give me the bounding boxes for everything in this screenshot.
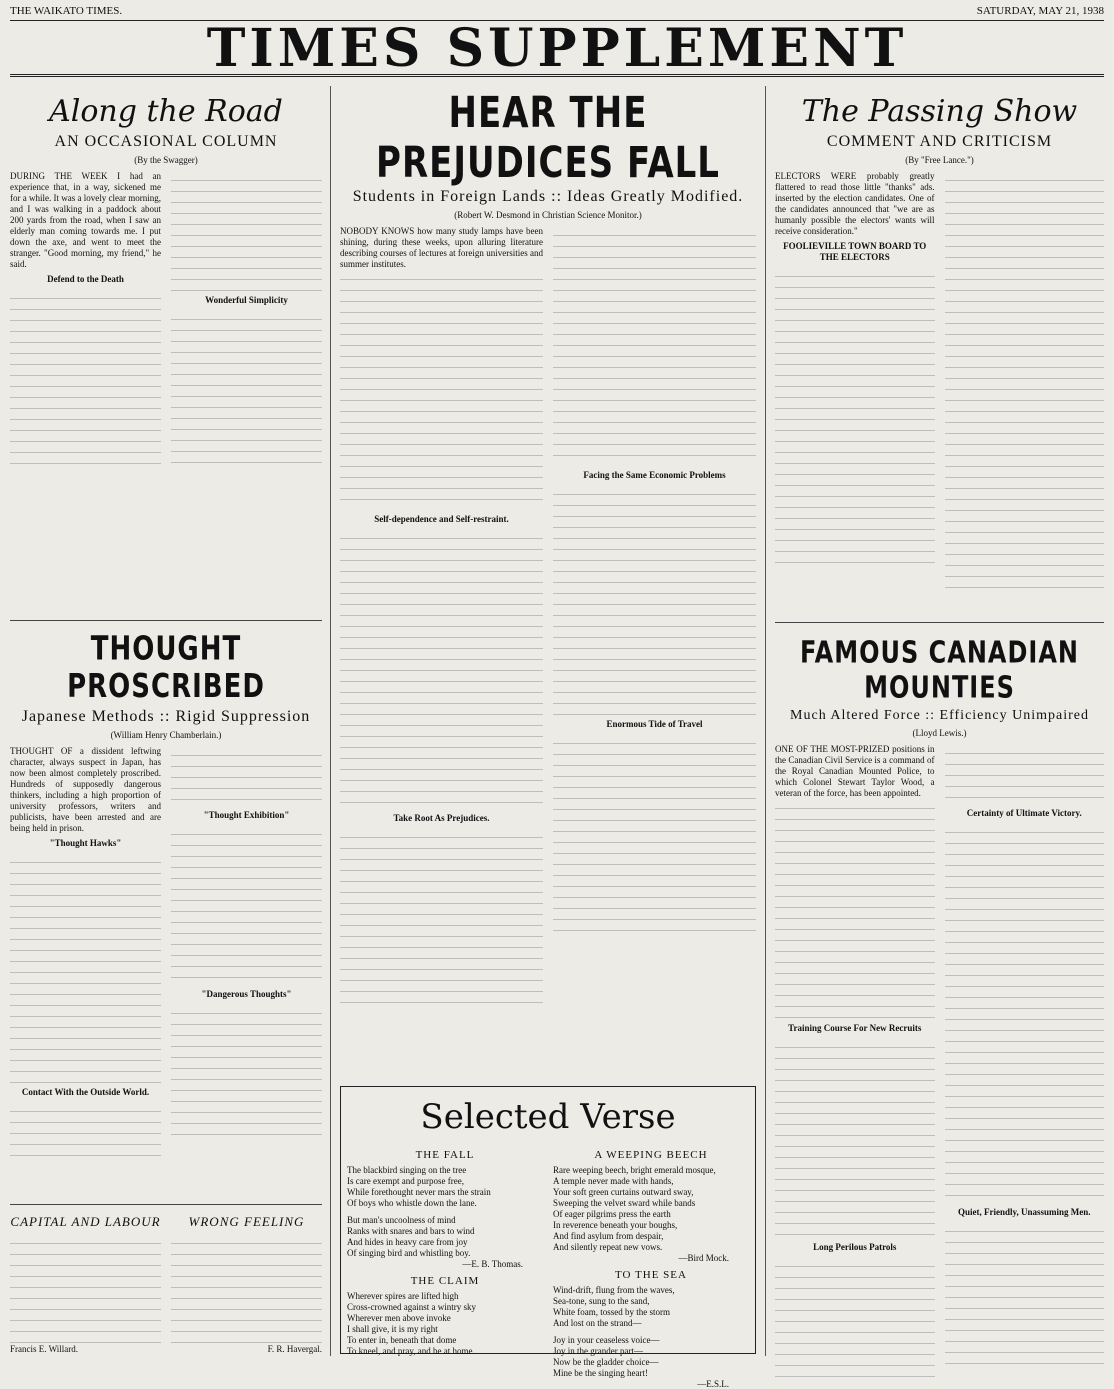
subhead: Defend to the Death xyxy=(47,274,124,284)
body-text-placeholder xyxy=(10,1102,161,1162)
middle-column xyxy=(340,86,756,1389)
article-body-continued xyxy=(945,171,1105,591)
article-body xyxy=(10,746,161,1162)
poem-line: And hides in heavy care from joy xyxy=(347,1237,468,1247)
mounties-article xyxy=(775,630,1104,1377)
verse-left xyxy=(347,1143,543,1389)
subhead: Enormous Tide of Travel xyxy=(606,719,703,729)
body-text-placeholder xyxy=(945,171,1105,591)
poem-author: —E.S.L. xyxy=(697,1379,729,1389)
article-subtitle: AN OCCASIONAL COLUMN xyxy=(54,133,278,150)
body-text-placeholder xyxy=(945,1222,1105,1372)
article-title: FAMOUS CANADIAN MOUNTIES xyxy=(800,635,1079,705)
thought-proscribed-article xyxy=(10,626,322,1162)
body-text-placeholder xyxy=(171,1004,322,1144)
short-pieces xyxy=(10,1208,322,1355)
byline: (William Henry Chamberlain.) xyxy=(110,730,222,740)
poem-line: But man's uncoolness of mind xyxy=(347,1215,456,1225)
lead-paragraph: ELECTORS WERE probably greatly flattered to read those little "thanks" ads. inserted by the election candidates. One of the candidates announced that "we are as humanly possible the electors' wants will receive consideration." xyxy=(775,171,935,236)
poem-title: THE CLAIM xyxy=(410,1275,480,1287)
body-text-placeholder xyxy=(10,289,161,469)
body-text-placeholder xyxy=(553,734,756,934)
body-text-placeholder xyxy=(945,744,1105,804)
article-body xyxy=(340,226,543,1008)
article-body xyxy=(10,171,161,470)
column-rule xyxy=(330,86,331,1356)
poem-line: White foam, tossed by the storm xyxy=(553,1307,670,1317)
piece-author: F. R. Havergal. xyxy=(267,1344,322,1354)
piece-title: WRONG FEELING xyxy=(188,1214,305,1229)
section-rule xyxy=(10,620,322,621)
poem-author: —E. B. Thomas. xyxy=(462,1259,523,1269)
poem-title: THE FALL xyxy=(415,1149,475,1161)
masthead xyxy=(10,17,1104,79)
poem-line: And silently repeat new vows. xyxy=(553,1242,663,1252)
subhead: FOOLIEVILLE TOWN BOARD TO THE ELECTORS xyxy=(783,241,927,262)
subhead: "Thought Hawks" xyxy=(49,838,122,848)
poem-line: Wherever spires are lifted high xyxy=(347,1291,459,1301)
poem-the-claim xyxy=(347,1291,543,1357)
body-text-placeholder xyxy=(10,853,161,1083)
lead-paragraph: DURING THE WEEK I had an experience that, in a way, sickened me for a while. It was a lovely clear morning, and I was walking in a paddock about 200 yards from the road, when I saw an elderly man coming towards me. I put down the axe, and went to meet the stranger. "Good morning, my friend," he said. xyxy=(10,171,161,269)
body-text-placeholder xyxy=(775,1257,935,1377)
piece-title: CAPITAL AND LABOUR xyxy=(10,1214,161,1229)
body-text-placeholder xyxy=(171,1234,322,1344)
lead-paragraph: ONE OF THE MOST-PRIZED positions in the Canadian Civil Service is a command of the Royal Canadian Mounted Police, to which Colonel Stewart Taylor Wood, a veteran of the force, has been appointed. xyxy=(775,744,935,798)
passing-show-article xyxy=(775,94,1104,591)
article-body-continued xyxy=(945,744,1105,1377)
poem-line: To enter in, beneath that dome xyxy=(347,1335,457,1345)
selected-verse-box xyxy=(340,1086,756,1389)
subhead: Wonderful Simplicity xyxy=(205,295,288,305)
subhead: Certainty of Ultimate Victory. xyxy=(966,808,1082,818)
poem-line: Cross-crowned against a wintry sky xyxy=(347,1302,476,1312)
subhead: Facing the Same Economic Problems xyxy=(583,470,726,480)
body-text-placeholder xyxy=(171,171,322,291)
poem-line: Of boys who whistle down the lane. xyxy=(347,1198,477,1208)
byline: (By the Swagger) xyxy=(134,155,198,165)
poem-line: Wherever men above invoke xyxy=(347,1313,451,1323)
byline: (Robert W. Desmond in Christian Science Monitor.) xyxy=(454,210,642,220)
poem-line: Rare weeping beech, bright emerald mosque, xyxy=(553,1165,716,1175)
poem-line: I shall give, it is my right xyxy=(347,1324,438,1334)
body-text-placeholder xyxy=(340,828,543,1008)
body-text-placeholder xyxy=(171,746,322,806)
verse-section-title: Selected Verse xyxy=(420,1097,676,1137)
byline: (Lloyd Lewis.) xyxy=(912,728,967,738)
capital-and-labour xyxy=(10,1208,161,1355)
poem-line: The blackbird singing on the tree xyxy=(347,1165,467,1175)
verse-right xyxy=(553,1143,749,1389)
subhead: Training Course For New Recruits xyxy=(788,1023,922,1033)
piece-author: Francis E. Willard. xyxy=(10,1344,78,1354)
lead-paragraph: NOBODY KNOWS how many study lamps have been shining, during these weeks, upon alluring literature describing courses of lectures at foreign universities and summer institutes. xyxy=(340,226,543,269)
body-text-placeholder xyxy=(553,226,756,466)
wrong-feeling xyxy=(171,1208,322,1355)
left-column xyxy=(10,86,322,1356)
poem-line: Of eager pilgrims press the earth xyxy=(553,1209,671,1219)
poem-line: Joy in your ceaseless voice— xyxy=(553,1335,660,1345)
body-text-placeholder xyxy=(340,529,543,809)
poem-line: Ranks with snares and bars to wind xyxy=(347,1226,475,1236)
article-body-continued xyxy=(553,226,756,1008)
poem-line: Of singing bird and whistling boy. xyxy=(347,1248,471,1258)
article-subtitle: Japanese Methods :: Rigid Suppression xyxy=(21,708,311,725)
poem-line: Your soft green curtains outward sway, xyxy=(553,1187,694,1197)
body-text-placeholder xyxy=(775,267,935,567)
poem-weeping-beech xyxy=(553,1165,749,1253)
article-subtitle: Much Altered Force :: Efficiency Unimpaired xyxy=(790,708,1089,723)
lead-paragraph: THOUGHT OF a dissident leftwing character, always suspect in Japan, has now been almost completely proscribed. Hundreds of supposedly dangerous thinkers, including a high proportion of university professors, writers and publicists, have been arrested and are being held in prison. xyxy=(10,746,161,833)
body-text-placeholder xyxy=(340,270,543,510)
body-text-placeholder xyxy=(775,799,935,1019)
body-text-placeholder xyxy=(171,310,322,470)
poem-to-the-sea xyxy=(553,1285,749,1379)
poem-line: Joy in the grander part— xyxy=(553,1346,643,1356)
body-text-placeholder xyxy=(775,1038,935,1238)
poem-line: And find asylum from despair, xyxy=(553,1231,664,1241)
poem-the-fall xyxy=(347,1165,543,1259)
article-title: HEAR THE PREJUDICES FALL xyxy=(376,88,720,188)
subhead: Self-dependence and Self-restraint. xyxy=(374,514,509,524)
section-rule xyxy=(775,622,1104,623)
section-rule xyxy=(10,1204,322,1205)
poem-author: —Bird Mock. xyxy=(678,1253,729,1263)
subhead: Quiet, Friendly, Unassuming Men. xyxy=(957,1207,1091,1217)
poem-line: While forethought never mars the strain xyxy=(347,1187,491,1197)
poem-line: In reverence beneath your boughs, xyxy=(553,1220,678,1230)
article-title: Along the Road xyxy=(49,94,283,129)
poem-title: TO THE SEA xyxy=(615,1269,687,1281)
article-subtitle: COMMENT AND CRITICISM xyxy=(826,133,1053,150)
right-column xyxy=(775,86,1104,1356)
subhead: "Dangerous Thoughts" xyxy=(201,989,292,999)
article-subtitle: Students in Foreign Lands :: Ideas Greatly Modified. xyxy=(352,188,744,205)
byline: (By "Free Lance.") xyxy=(905,155,974,165)
poem-line: Sea-tone, sung to the sand, xyxy=(553,1296,650,1306)
poem-line: A temple never made with hands, xyxy=(553,1176,674,1186)
body-text-placeholder xyxy=(171,825,322,985)
column-rule xyxy=(765,86,766,1356)
article-body xyxy=(775,744,935,1377)
article-title: The Passing Show xyxy=(801,94,1078,129)
paper-name: THE WAIKATO TIMES. xyxy=(10,5,123,17)
poem-line: Wind-drift, flung from the waves, xyxy=(553,1285,675,1295)
subhead: Contact With the Outside World. xyxy=(21,1087,150,1097)
subhead: Take Root As Prejudices. xyxy=(393,813,490,823)
along-the-road-article xyxy=(10,94,322,470)
body-text-placeholder xyxy=(553,485,756,715)
poem-line: Now be the gladder choice— xyxy=(553,1357,659,1367)
subhead: "Thought Exhibition" xyxy=(203,810,290,820)
issue-date: SATURDAY, MAY 21, 1938 xyxy=(976,5,1104,17)
article-body-continued xyxy=(171,746,322,1162)
article-body-continued xyxy=(171,171,322,470)
poem-line: Mine be the singing heart! xyxy=(553,1368,648,1378)
poem-line: Is care exempt and purpose free, xyxy=(347,1176,464,1186)
body-text-placeholder xyxy=(945,823,1105,1203)
poem-line: And lost on the strand— xyxy=(553,1318,642,1328)
supplement-title: TIMES SUPPLEMENT xyxy=(206,17,908,79)
article-body xyxy=(775,171,935,591)
poem-line: Sweeping the velvet sward while bands xyxy=(553,1198,696,1208)
poem-title: A WEEPING BEECH xyxy=(594,1149,708,1161)
body-text-placeholder xyxy=(10,1234,161,1344)
article-title: THOUGHT PROSCRIBED xyxy=(67,630,265,706)
poem-line: To kneel, and pray, and be at home. xyxy=(347,1346,475,1356)
prejudices-article xyxy=(340,88,756,1008)
subhead: Long Perilous Patrols xyxy=(813,1242,897,1252)
